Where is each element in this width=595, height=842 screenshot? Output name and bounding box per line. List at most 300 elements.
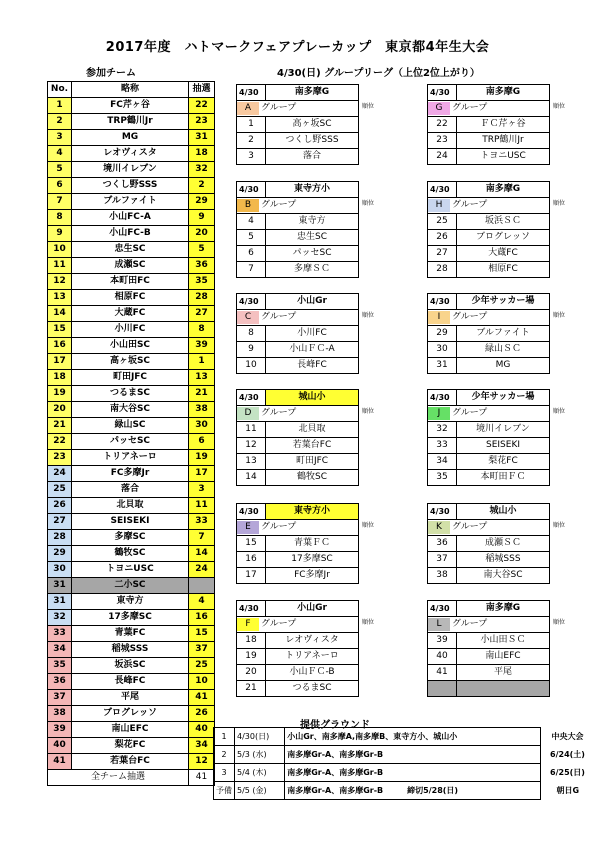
- team-name: ブログレッソ: [72, 706, 189, 722]
- group-box-f: [236, 600, 359, 697]
- team-no: 18: [48, 370, 72, 386]
- group-letter: C: [237, 311, 259, 324]
- team-no: 12: [48, 274, 72, 290]
- team-no: 25: [48, 482, 72, 498]
- group-team-row: [237, 454, 359, 470]
- group-team-row: [237, 568, 359, 584]
- team-no: 31: [48, 578, 72, 594]
- team-row: [48, 98, 215, 114]
- team-row: [48, 754, 215, 770]
- group-date: 4/30: [237, 182, 266, 198]
- group-team-no: [428, 681, 457, 697]
- venue-locations: 南多摩Gr-A、南多摩Gr-B 締切5/28(日): [285, 782, 541, 800]
- team-row: [48, 210, 215, 226]
- group-letter: J: [428, 407, 450, 420]
- group-team-name: 小川FC: [266, 326, 359, 342]
- group-label: グループ: [261, 103, 297, 113]
- team-lot: 7: [189, 530, 215, 546]
- group-team-no: 22: [428, 117, 457, 133]
- group-team-row: [237, 649, 359, 665]
- group-label-cell: [428, 101, 550, 117]
- group-team-name: 成瀬ＳＣ: [457, 536, 550, 552]
- group-label-cell: [428, 520, 550, 536]
- group-team-name: つくし野SSS: [266, 133, 359, 149]
- team-name: 長峰FC: [72, 674, 189, 690]
- group-team-name: 境川イレブン: [457, 422, 550, 438]
- group-box-c: [236, 293, 359, 374]
- group-team-no: 15: [237, 536, 266, 552]
- group-label-cell: [237, 617, 359, 633]
- group-label-row: [237, 406, 359, 422]
- group-team-no: 12: [237, 438, 266, 454]
- group-team-row: [237, 246, 359, 262]
- header-name: 略称: [72, 82, 189, 98]
- team-no: 28: [48, 530, 72, 546]
- team-no: 20: [48, 402, 72, 418]
- group-label: グループ: [452, 408, 488, 418]
- group-team-row: [237, 214, 359, 230]
- team-row: [48, 578, 215, 594]
- group-box-a: [236, 84, 359, 165]
- team-no: 13: [48, 290, 72, 306]
- group-header-row: [237, 182, 359, 198]
- group-team-no: 37: [428, 552, 457, 568]
- group-team-no: 39: [428, 633, 457, 649]
- group-team-name: 大蔵FC: [457, 246, 550, 262]
- team-name: 坂浜SC: [72, 658, 189, 674]
- team-name: 17多摩SC: [72, 610, 189, 626]
- group-label-cell: [428, 310, 550, 326]
- group-team-no: 31: [428, 358, 457, 374]
- team-name: 小山田SC: [72, 338, 189, 354]
- group-box-d: [236, 389, 359, 486]
- group-team-no: 23: [428, 133, 457, 149]
- team-no: 41: [48, 754, 72, 770]
- group-box-i: [427, 293, 550, 374]
- venue-title: 提供グラウンド: [300, 720, 370, 731]
- team-no: 29: [48, 546, 72, 562]
- group-label-cell: [237, 310, 359, 326]
- group-date: 4/30: [428, 85, 457, 101]
- venue-central: 6/24(土): [550, 750, 585, 759]
- group-header-row: [428, 182, 550, 198]
- rank-label: 順位: [362, 619, 375, 626]
- team-no: 32: [48, 610, 72, 626]
- group-team-no: 26: [428, 230, 457, 246]
- rank-label: 順位: [553, 408, 566, 415]
- team-row: [48, 674, 215, 690]
- group-team-name: 東寺方: [266, 214, 359, 230]
- team-row: [48, 690, 215, 706]
- team-name: 小山FC-B: [72, 226, 189, 242]
- team-lot: 1: [189, 354, 215, 370]
- team-row: [48, 290, 215, 306]
- team-lot: [189, 578, 215, 594]
- group-team-name: 本町田ＦＣ: [457, 470, 550, 486]
- group-date: 4/30: [237, 390, 266, 406]
- team-lot: 17: [189, 466, 215, 482]
- team-name: 境川イレブン: [72, 162, 189, 178]
- group-team-row: [428, 681, 550, 697]
- team-lot: 14: [189, 546, 215, 562]
- team-lot: 21: [189, 386, 215, 402]
- group-label-cell: [237, 520, 359, 536]
- team-name: 梨花FC: [72, 738, 189, 754]
- group-box-k: [427, 503, 550, 584]
- team-name: レオヴィスタ: [72, 146, 189, 162]
- team-row: [48, 146, 215, 162]
- team-lot: 20: [189, 226, 215, 242]
- rank-label: 順位: [553, 200, 566, 207]
- group-team-row: [237, 536, 359, 552]
- teams-footer-value: 41: [189, 770, 215, 786]
- team-name: 高ヶ坂SC: [72, 354, 189, 370]
- rank-label: 順位: [553, 522, 566, 529]
- venue-central: 中央大会: [551, 732, 584, 741]
- team-name: 小川FC: [72, 322, 189, 338]
- team-row: [48, 722, 215, 738]
- group-team-no: 14: [237, 470, 266, 486]
- group-team-name: SEISEKI: [457, 438, 550, 454]
- group-team-name: トリアネーロ: [266, 649, 359, 665]
- group-label: グループ: [261, 619, 297, 629]
- team-row: [48, 498, 215, 514]
- group-team-name: [457, 681, 550, 697]
- team-no: 27: [48, 514, 72, 530]
- group-venue: 城山小: [457, 504, 550, 520]
- team-row: [48, 546, 215, 562]
- group-team-row: [428, 246, 550, 262]
- group-team-name: ブログレッソ: [457, 230, 550, 246]
- team-row: [48, 434, 215, 450]
- group-team-row: [428, 536, 550, 552]
- group-team-row: [237, 665, 359, 681]
- group-team-no: 25: [428, 214, 457, 230]
- group-team-no: 5: [237, 230, 266, 246]
- group-team-row: [428, 326, 550, 342]
- rank-label: 順位: [362, 103, 375, 110]
- team-name: 多摩SC: [72, 530, 189, 546]
- team-no: 40: [48, 738, 72, 754]
- group-team-row: [237, 438, 359, 454]
- group-date: 4/30: [428, 294, 457, 310]
- venue-index: 2: [214, 746, 235, 764]
- group-team-row: [237, 230, 359, 246]
- team-name: 青葉FC: [72, 626, 189, 642]
- group-team-row: [237, 326, 359, 342]
- team-no: 31: [48, 594, 72, 610]
- team-row: [48, 354, 215, 370]
- team-lot: 36: [189, 258, 215, 274]
- venue-date: 4/30(日): [235, 728, 285, 746]
- team-row: [48, 706, 215, 722]
- group-team-no: 6: [237, 246, 266, 262]
- venue-index: 3: [214, 764, 235, 782]
- team-lot: 39: [189, 338, 215, 354]
- group-team-no: 30: [428, 342, 457, 358]
- group-team-no: 17: [237, 568, 266, 584]
- group-venue: 南多摩G: [266, 85, 359, 101]
- team-name: 緑山SC: [72, 418, 189, 434]
- team-lot: 33: [189, 514, 215, 530]
- group-box-g: [427, 84, 550, 165]
- rank-label: 順位: [362, 312, 375, 319]
- group-team-no: 40: [428, 649, 457, 665]
- group-venue: 南多摩G: [457, 601, 550, 617]
- group-team-name: ＦＣ芹ヶ谷: [457, 117, 550, 133]
- team-no: 11: [48, 258, 72, 274]
- venue-central: 朝日G: [556, 786, 580, 795]
- team-lot: 38: [189, 402, 215, 418]
- group-venue: 南多摩G: [457, 182, 550, 198]
- group-label-row: [428, 617, 550, 633]
- team-name: SEISEKI: [72, 514, 189, 530]
- team-row: [48, 274, 215, 290]
- teams-footer-label: 全チーム抽選: [48, 770, 189, 786]
- team-row: [48, 658, 215, 674]
- group-label-cell: [428, 198, 550, 214]
- team-no: 37: [48, 690, 72, 706]
- team-name: 平尾: [72, 690, 189, 706]
- group-date: 4/30: [237, 601, 266, 617]
- team-lot: 5: [189, 242, 215, 258]
- group-header-row: [237, 601, 359, 617]
- group-box-b: [236, 181, 359, 278]
- team-no: 30: [48, 562, 72, 578]
- group-team-name: 青葉ＦＣ: [266, 536, 359, 552]
- team-name: ブルファイト: [72, 194, 189, 210]
- team-name: トリアネーロ: [72, 450, 189, 466]
- group-team-name: 多摩ＳＣ: [266, 262, 359, 278]
- team-no: 36: [48, 674, 72, 690]
- team-row: [48, 338, 215, 354]
- group-label-row: [237, 101, 359, 117]
- team-lot: 41: [189, 690, 215, 706]
- group-label: グループ: [261, 408, 297, 418]
- group-label-row: [428, 198, 550, 214]
- team-name: 相原FC: [72, 290, 189, 306]
- team-no: 9: [48, 226, 72, 242]
- group-team-name: 小山田ＳＣ: [457, 633, 550, 649]
- team-no: 34: [48, 642, 72, 658]
- group-team-row: [428, 149, 550, 165]
- group-label-row: [428, 310, 550, 326]
- team-no: 22: [48, 434, 72, 450]
- team-lot: 12: [189, 754, 215, 770]
- venue-row: [214, 764, 595, 782]
- team-lot: 15: [189, 626, 215, 642]
- team-no: 16: [48, 338, 72, 354]
- teams-subtitle: 参加チーム: [86, 68, 136, 79]
- group-team-no: 13: [237, 454, 266, 470]
- group-team-row: [428, 665, 550, 681]
- team-row: [48, 562, 215, 578]
- group-team-row: [428, 214, 550, 230]
- team-row: [48, 738, 215, 754]
- team-no: 3: [48, 130, 72, 146]
- group-team-no: 9: [237, 342, 266, 358]
- group-letter: L: [428, 618, 450, 631]
- group-team-row: [428, 133, 550, 149]
- team-lot: 22: [189, 98, 215, 114]
- team-name: FC芹ヶ谷: [72, 98, 189, 114]
- group-header-row: [237, 294, 359, 310]
- group-team-row: [428, 438, 550, 454]
- team-name: 東寺方: [72, 594, 189, 610]
- group-team-name: 梨花FC: [457, 454, 550, 470]
- header-no: No.: [48, 82, 72, 98]
- group-team-name: FC多摩Jr: [266, 568, 359, 584]
- group-team-name: 坂浜ＳＣ: [457, 214, 550, 230]
- rank-label: 順位: [553, 619, 566, 626]
- team-row: [48, 642, 215, 658]
- team-lot: 4: [189, 594, 215, 610]
- group-team-no: 41: [428, 665, 457, 681]
- group-team-name: 忠生SC: [266, 230, 359, 246]
- group-team-no: 38: [428, 568, 457, 584]
- venue-row: [214, 782, 595, 800]
- group-box-h: [427, 181, 550, 278]
- team-row: [48, 626, 215, 642]
- group-team-name: トヨニUSC: [457, 149, 550, 165]
- group-label: グループ: [261, 312, 297, 322]
- group-team-row: [237, 470, 359, 486]
- group-team-row: [428, 230, 550, 246]
- group-header-row: [428, 294, 550, 310]
- teams-header-row: [48, 82, 215, 98]
- group-team-name: パッセSC: [266, 246, 359, 262]
- team-no: 4: [48, 146, 72, 162]
- team-name: 町田JFC: [72, 370, 189, 386]
- team-lot: 29: [189, 194, 215, 210]
- venue-date: 5/3 (水): [235, 746, 285, 764]
- group-label: グループ: [452, 312, 488, 322]
- group-header-row: [237, 390, 359, 406]
- group-letter: K: [428, 521, 450, 534]
- group-letter: H: [428, 199, 450, 212]
- group-team-row: [428, 422, 550, 438]
- rank-label: 順位: [553, 312, 566, 319]
- team-no: 24: [48, 466, 72, 482]
- group-header-row: [237, 85, 359, 101]
- group-team-name: 落合: [266, 149, 359, 165]
- team-row: [48, 466, 215, 482]
- team-row: [48, 178, 215, 194]
- group-team-row: [428, 552, 550, 568]
- group-team-no: 4: [237, 214, 266, 230]
- group-team-row: [237, 133, 359, 149]
- team-no: 17: [48, 354, 72, 370]
- team-row: [48, 418, 215, 434]
- group-team-row: [237, 358, 359, 374]
- team-name: 本町田FC: [72, 274, 189, 290]
- team-lot: 35: [189, 274, 215, 290]
- group-label: グループ: [452, 619, 488, 629]
- group-venue: 城山小: [266, 390, 359, 406]
- group-team-name: 北貝取: [266, 422, 359, 438]
- team-name: 南山EFC: [72, 722, 189, 738]
- group-team-row: [428, 568, 550, 584]
- team-no: 7: [48, 194, 72, 210]
- group-header-row: [237, 504, 359, 520]
- group-label-cell: [237, 198, 359, 214]
- group-team-no: 33: [428, 438, 457, 454]
- group-team-no: 27: [428, 246, 457, 262]
- group-team-row: [237, 149, 359, 165]
- group-team-row: [428, 470, 550, 486]
- team-no: 14: [48, 306, 72, 322]
- venue-locations: 南多摩Gr-A、南多摩Gr-B: [285, 746, 541, 764]
- group-date: 4/30: [428, 182, 457, 198]
- group-label-row: [428, 406, 550, 422]
- group-label-row: [237, 617, 359, 633]
- group-team-no: 8: [237, 326, 266, 342]
- venue-central: 6/25(日): [550, 768, 585, 777]
- team-no: 6: [48, 178, 72, 194]
- group-team-row: [237, 262, 359, 278]
- group-box-j: [427, 389, 550, 486]
- team-lot: 9: [189, 210, 215, 226]
- venue-locations: 小山Gr、南多摩A,南多摩B、東寺方小、城山小: [285, 728, 541, 746]
- group-header-row: [428, 390, 550, 406]
- team-name: 二小SC: [72, 578, 189, 594]
- team-lot: 11: [189, 498, 215, 514]
- group-team-no: 24: [428, 149, 457, 165]
- group-venue: 少年サッカー場: [457, 294, 550, 310]
- team-lot: 34: [189, 738, 215, 754]
- venue-row: [214, 728, 595, 746]
- team-lot: 24: [189, 562, 215, 578]
- group-letter: D: [237, 407, 259, 420]
- group-label: グループ: [452, 522, 488, 532]
- group-box-e: [236, 503, 359, 584]
- team-no: 21: [48, 418, 72, 434]
- team-name: MG: [72, 130, 189, 146]
- group-label-cell: [237, 101, 359, 117]
- team-name: トヨニUSC: [72, 562, 189, 578]
- group-team-no: 18: [237, 633, 266, 649]
- group-team-no: 34: [428, 454, 457, 470]
- team-no: 1: [48, 98, 72, 114]
- teams-footer-row: [48, 770, 215, 786]
- group-team-row: [428, 454, 550, 470]
- team-name: FC多摩Jr: [72, 466, 189, 482]
- team-row: [48, 530, 215, 546]
- team-lot: 10: [189, 674, 215, 690]
- group-team-no: 2: [237, 133, 266, 149]
- team-row: [48, 162, 215, 178]
- team-no: 19: [48, 386, 72, 402]
- team-name: TRP鶴川Jr: [72, 114, 189, 130]
- team-name: 忠生SC: [72, 242, 189, 258]
- group-label-row: [237, 520, 359, 536]
- team-name: 成瀬SC: [72, 258, 189, 274]
- team-name: 北貝取: [72, 498, 189, 514]
- group-team-name: 長峰FC: [266, 358, 359, 374]
- group-team-row: [428, 649, 550, 665]
- group-date: 4/30: [428, 601, 457, 617]
- group-team-row: [428, 633, 550, 649]
- team-no: 15: [48, 322, 72, 338]
- group-team-name: MG: [457, 358, 550, 374]
- group-team-name: 小山ＦＣ-B: [266, 665, 359, 681]
- group-letter: F: [237, 618, 259, 631]
- group-label: グループ: [452, 200, 488, 210]
- venue-row: [214, 746, 595, 764]
- group-team-no: 32: [428, 422, 457, 438]
- group-letter: A: [237, 102, 259, 115]
- group-label: グループ: [261, 522, 297, 532]
